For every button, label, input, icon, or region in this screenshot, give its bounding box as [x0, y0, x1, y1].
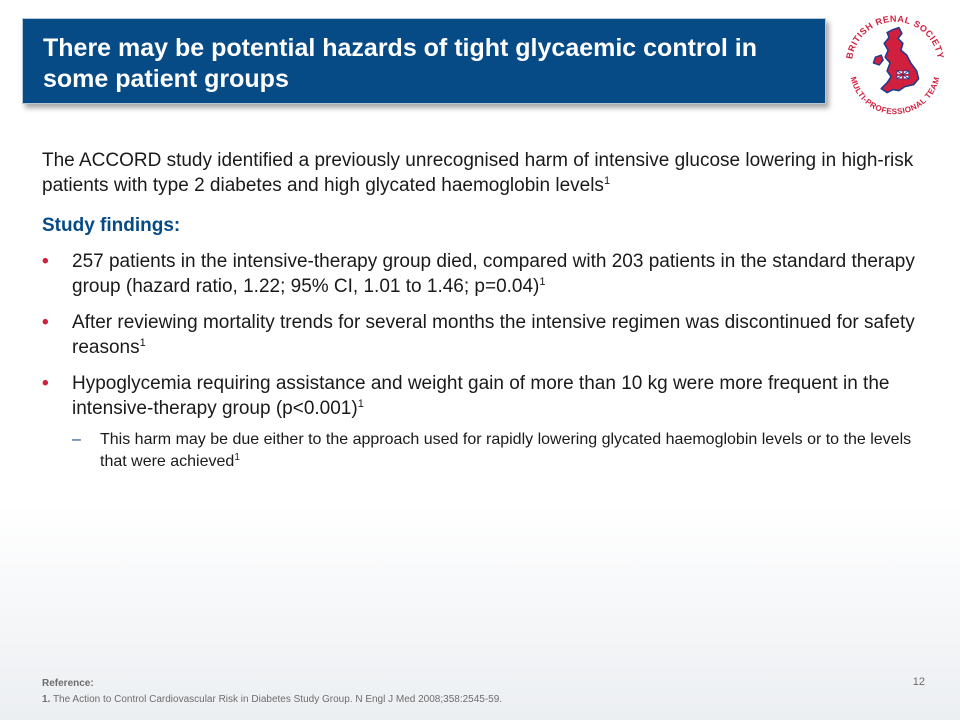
logo-ring-text-bottom: MULTI-PROFESSIONAL TEAM	[848, 75, 942, 117]
bullet-citation: 1	[539, 276, 546, 288]
page-number: 12	[912, 676, 925, 688]
bullet-mark: •	[42, 312, 49, 333]
intro-text: The ACCORD study identified a previously unrecognised harm of intensive glucose lowering in high-risk patients with type 2 diabetes and high glycated haemoglobin levels	[42, 150, 914, 196]
reference-text	[42, 694, 502, 705]
logo-ring-text-top: BRITISH RENAL SOCIETY	[844, 13, 946, 60]
sub-bullet-mark: –	[72, 431, 81, 448]
findings-heading: Study findings:	[42, 215, 181, 236]
reference-number: 1.	[42, 694, 51, 705]
slide-title: There may be potential hazards of tight glycaemic control in some patient groups	[43, 34, 758, 93]
intro-citation: 1	[603, 175, 611, 187]
bullet-citation: 1	[139, 337, 146, 349]
sub-bullet-citation: 1	[234, 452, 240, 463]
bullet-text: After reviewing mortality trends for several months the intensive regimen was discontinued for safety reasons	[72, 312, 915, 358]
british-renal-society-logo	[836, 6, 954, 124]
reference-citation: The Action to Control Cardiovascular Risk in Diabetes Study Group. N Engl J Med 2008;358:2545-59.	[52, 694, 503, 705]
bullet-mark: •	[42, 251, 49, 272]
sub-bullet-text: This harm may be due either to the approach used for rapidly lowering glycated haemoglobin levels or to the levels that were achieved	[100, 431, 912, 470]
bullet-item	[42, 310, 922, 360]
bullet-item	[42, 371, 922, 421]
bullet-citation: 1	[357, 398, 364, 410]
bullet-mark: •	[42, 373, 49, 394]
bullet-text: 257 patients in the intensive-therapy group died, compared with 203 patients in the standard therapy group (hazard ratio, 1.22; 95% CI, 1.01 to 1.46; p=0.04)	[72, 251, 915, 297]
reference-label: Reference:	[42, 678, 94, 689]
bullet-item	[42, 249, 922, 299]
slide-body	[42, 148, 922, 473]
uk-map-icon	[873, 28, 918, 93]
sub-bullet-item	[42, 429, 922, 473]
title-bar	[22, 18, 826, 104]
intro-paragraph	[42, 148, 922, 198]
bullet-text: Hypoglycemia requiring assistance and weight gain of more than 10 kg were more frequent in the intensive-therapy group (p<0.001)	[72, 373, 890, 419]
